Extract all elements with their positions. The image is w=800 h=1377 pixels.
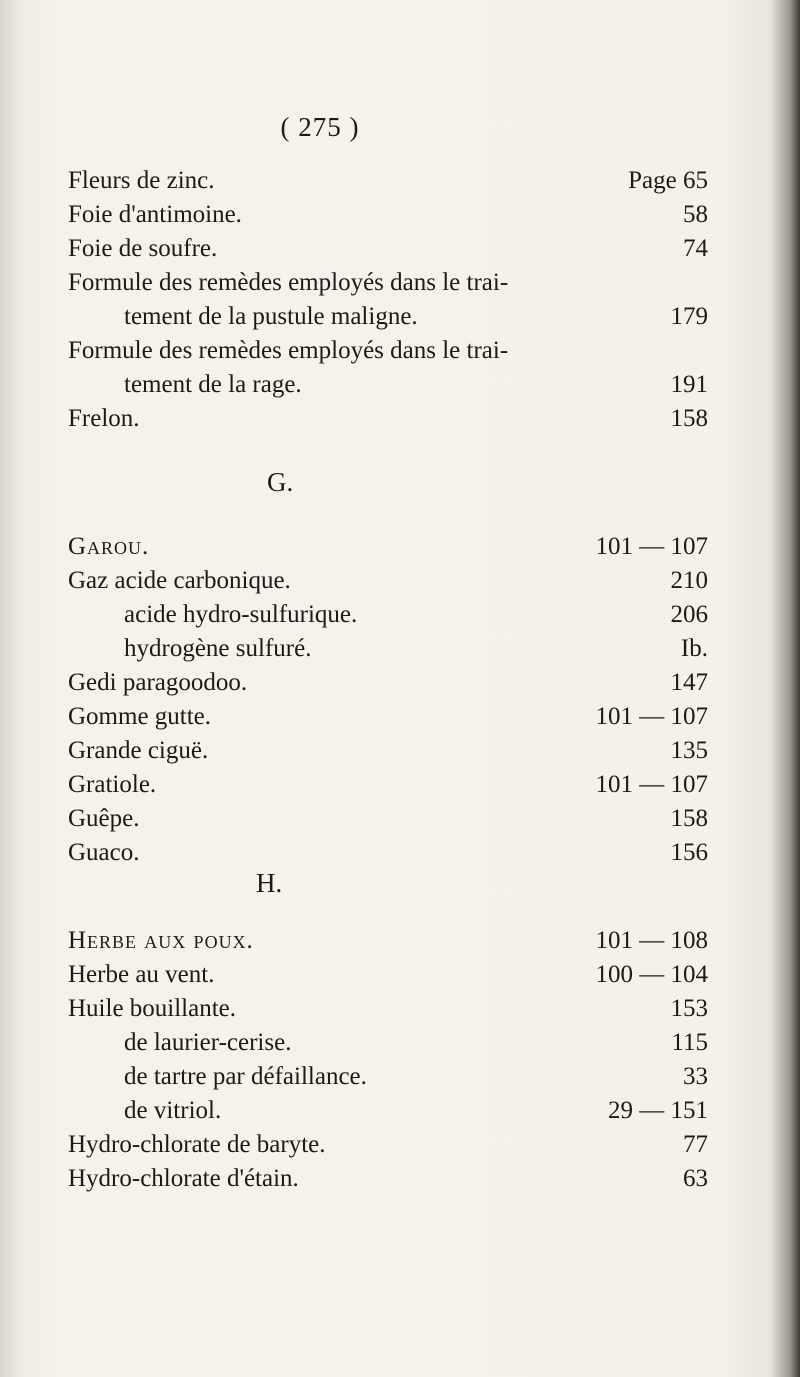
entry-term: acide hydro-sulfurique. (124, 601, 358, 628)
index-entry (68, 368, 708, 402)
entry-page: 63 (683, 1165, 708, 1192)
entry-page: 115 (671, 1029, 708, 1056)
entry-term: de vitriol. (124, 1097, 222, 1124)
entry-term: Hydro-chlorate d'étain. (68, 1165, 299, 1192)
entry-term: Foie de soufre. (68, 235, 218, 262)
index-entry (68, 1094, 708, 1128)
entry-page: 210 (670, 567, 708, 594)
index-entry (68, 1026, 708, 1060)
index-entry (68, 958, 708, 992)
index-entry (68, 836, 708, 870)
entry-term: Guaco. (68, 839, 140, 866)
entry-term: Frelon. (68, 405, 140, 432)
entry-term: de tartre par défaillance. (124, 1063, 367, 1090)
entry-page: 74 (683, 235, 708, 262)
entry-term: Grande ciguë. (68, 737, 209, 764)
entry-page: 33 (683, 1063, 708, 1090)
entry-page: 156 (670, 839, 708, 866)
index-entry (68, 266, 708, 300)
entry-term: Gratiole. (68, 771, 157, 798)
entry-term: Herbe au vent. (68, 961, 215, 988)
index-entry (68, 402, 708, 436)
entry-term: Gomme gutte. (68, 703, 212, 730)
entry-page: 191 (670, 371, 708, 398)
index-entry (68, 232, 708, 266)
entry-page: 101 — 107 (595, 771, 708, 798)
entry-term: Huile bouillante. (68, 995, 237, 1022)
entry-page: 101 — 108 (595, 927, 708, 954)
entry-term: tement de la rage. (124, 371, 302, 398)
index-entry (68, 164, 708, 198)
entry-term: Herbe aux poux. (68, 927, 254, 954)
entry-term: de laurier-cerise. (124, 1029, 292, 1056)
index-entry (68, 198, 708, 232)
index-entry (68, 300, 708, 334)
section-letter-g: G. (267, 467, 294, 497)
entry-page: Ib. (680, 635, 708, 662)
entry-term: Formule des remèdes employés dans le trai- (68, 337, 509, 364)
index-entry (68, 924, 708, 958)
entry-page: 153 (670, 995, 708, 1022)
index-entry (68, 632, 708, 666)
entry-term: Garou. (68, 533, 150, 560)
entry-term: Foie d'antimoine. (68, 201, 242, 228)
index-entry (68, 1162, 708, 1196)
entry-term: tement de la pustule maligne. (124, 303, 418, 330)
entry-page: 101 — 107 (595, 703, 708, 730)
index-entry (68, 666, 708, 700)
index-entry (68, 1060, 708, 1094)
index-entry (68, 700, 708, 734)
entry-page: 206 (670, 601, 708, 628)
entry-page: 58 (683, 201, 708, 228)
entry-page: 101 — 107 (595, 533, 708, 560)
index-entry (68, 334, 708, 368)
index-entry (68, 1128, 708, 1162)
entry-page: 147 (670, 669, 708, 696)
index-entry (68, 734, 708, 768)
entry-term: Guêpe. (68, 805, 140, 832)
index-entry (68, 530, 708, 564)
entry-term: hydrogène sulfuré. (124, 635, 312, 662)
page-header (0, 112, 800, 143)
index-entry (68, 802, 708, 836)
entry-page: 135 (670, 737, 708, 764)
page-number: ( 275 ) (280, 112, 360, 142)
index-entry (68, 564, 708, 598)
entry-term: Formule des remèdes employés dans le trai- (68, 269, 509, 296)
entry-page: Page 65 (628, 167, 708, 194)
entry-term: Hydro-chlorate de baryte. (68, 1131, 326, 1158)
entry-term: Fleurs de zinc. (68, 167, 215, 194)
index-entry (68, 768, 708, 802)
entry-page: 179 (670, 303, 708, 330)
entry-page: 158 (670, 805, 708, 832)
entry-page: 100 — 104 (595, 961, 708, 988)
index-entry (68, 598, 708, 632)
section-letter-h: H. (256, 868, 283, 898)
index-entry (68, 992, 708, 1026)
entry-page: 29 — 151 (608, 1097, 708, 1124)
entry-term: Gaz acide carbonique. (68, 567, 291, 594)
entry-page: 158 (670, 405, 708, 432)
entry-term: Gedi paragoodoo. (68, 669, 248, 696)
entry-page: 77 (683, 1131, 708, 1158)
